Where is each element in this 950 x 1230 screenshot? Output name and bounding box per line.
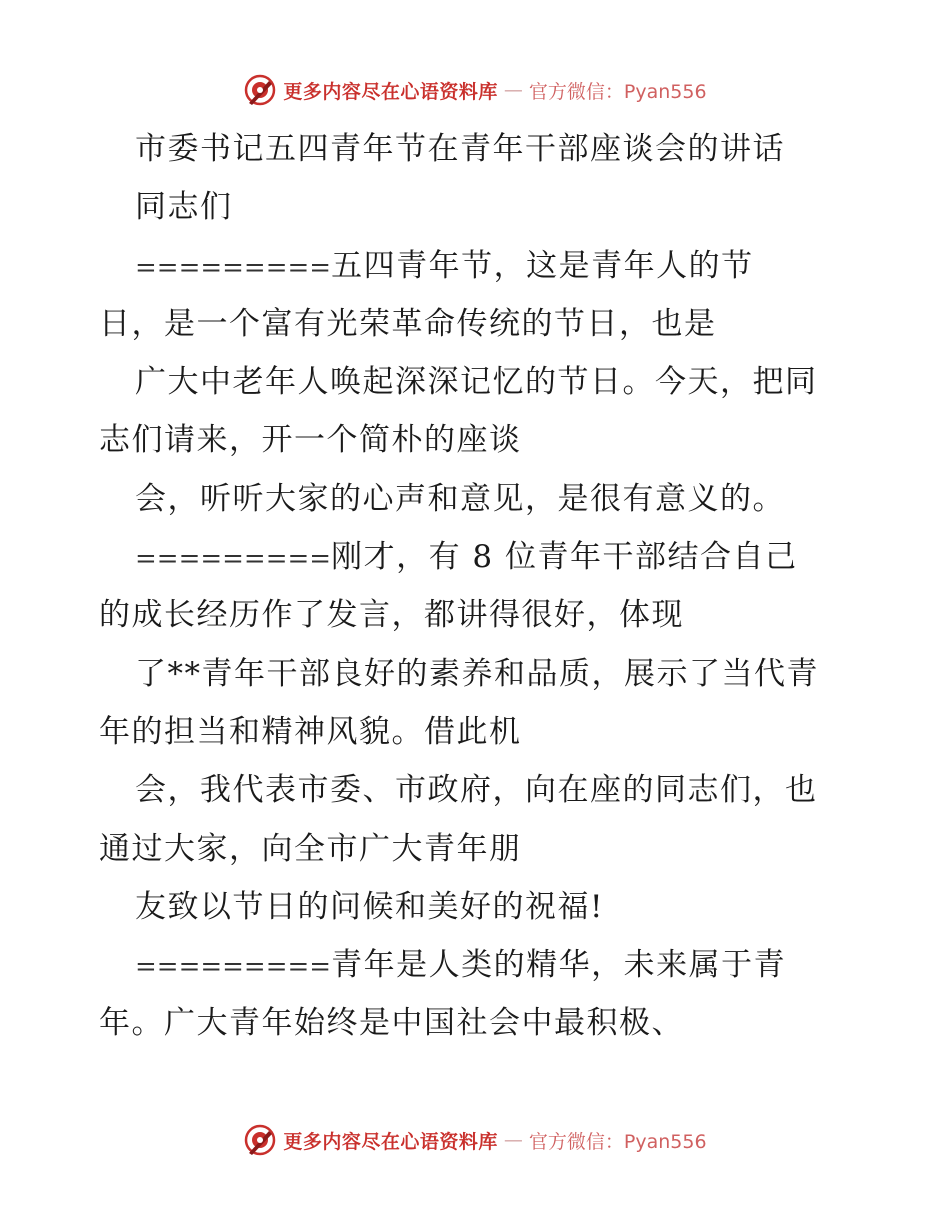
banner-dash: — — [503, 79, 523, 101]
text-line — [99, 703, 859, 761]
banner-dash: — — [503, 1129, 523, 1151]
banner — [243, 73, 706, 107]
line-text: 五四青年节，这是青年人的节 — [331, 247, 754, 284]
line-text: 同志们 — [135, 189, 233, 226]
banner-wechat: 官方微信：Pyan556 — [528, 80, 707, 103]
separator-marks: ========= — [135, 544, 332, 575]
text-line — [99, 586, 859, 644]
text-line — [99, 761, 859, 819]
separator-marks: ========= — [135, 952, 332, 983]
banner-text: 更多内容尽在心语资料库 — [283, 1130, 498, 1153]
banner-wechat: 官方微信：Pyan556 — [528, 1130, 707, 1153]
text-line — [99, 528, 859, 586]
text-line — [99, 878, 859, 936]
text-line — [99, 295, 859, 353]
line-text: 了**青年干部良好的素养和品质，展示了当代青 — [135, 655, 819, 692]
line-text: 友致以节日的问候和美好的祝福! — [135, 888, 604, 925]
line-text: 会，听听大家的心声和意见，是很有意义的。 — [135, 480, 785, 517]
line-text: 年的担当和精神风貌。借此机 — [99, 713, 522, 750]
line-text: 的成长经历作了发言，都讲得很好，体现 — [99, 597, 684, 634]
line-text: 市委书记五四青年节在青年干部座谈会的讲话 — [135, 131, 785, 167]
line-text: 刚才，有 8 位青年干部结合自己 — [331, 539, 798, 576]
line-text: 会，我代表市委、市政府，向在座的同志们，也 — [135, 772, 818, 809]
header-banner — [0, 70, 950, 110]
text-line — [99, 820, 859, 878]
text-line — [99, 936, 859, 994]
banner-text: 更多内容尽在心语资料库 — [283, 80, 498, 103]
text-line — [99, 470, 859, 528]
document-body — [99, 120, 859, 1053]
text-line — [99, 237, 859, 295]
pen-logo-icon — [243, 73, 277, 107]
banner — [243, 1123, 706, 1157]
text-line — [99, 645, 859, 703]
line-text: 志们请来，开一个简朴的座谈 — [99, 422, 522, 459]
text-line — [99, 120, 859, 178]
line-text: 青年是人类的精华，未来属于青 — [331, 947, 787, 984]
text-line — [99, 994, 859, 1052]
line-text: 广大中老年人唤起深深记忆的节日。今天，把同 — [135, 364, 818, 401]
line-text: 日，是一个富有光荣革命传统的节日，也是 — [99, 305, 717, 342]
line-text: 通过大家，向全市广大青年朋 — [99, 830, 522, 867]
text-line — [99, 178, 859, 236]
separator-marks: ========= — [135, 252, 332, 283]
line-text: 年。广大青年始终是中国社会中最积极、 — [99, 1005, 684, 1042]
pen-logo-icon — [243, 1123, 277, 1157]
footer-banner — [0, 1120, 950, 1160]
text-line — [99, 353, 859, 411]
text-line — [99, 411, 859, 469]
